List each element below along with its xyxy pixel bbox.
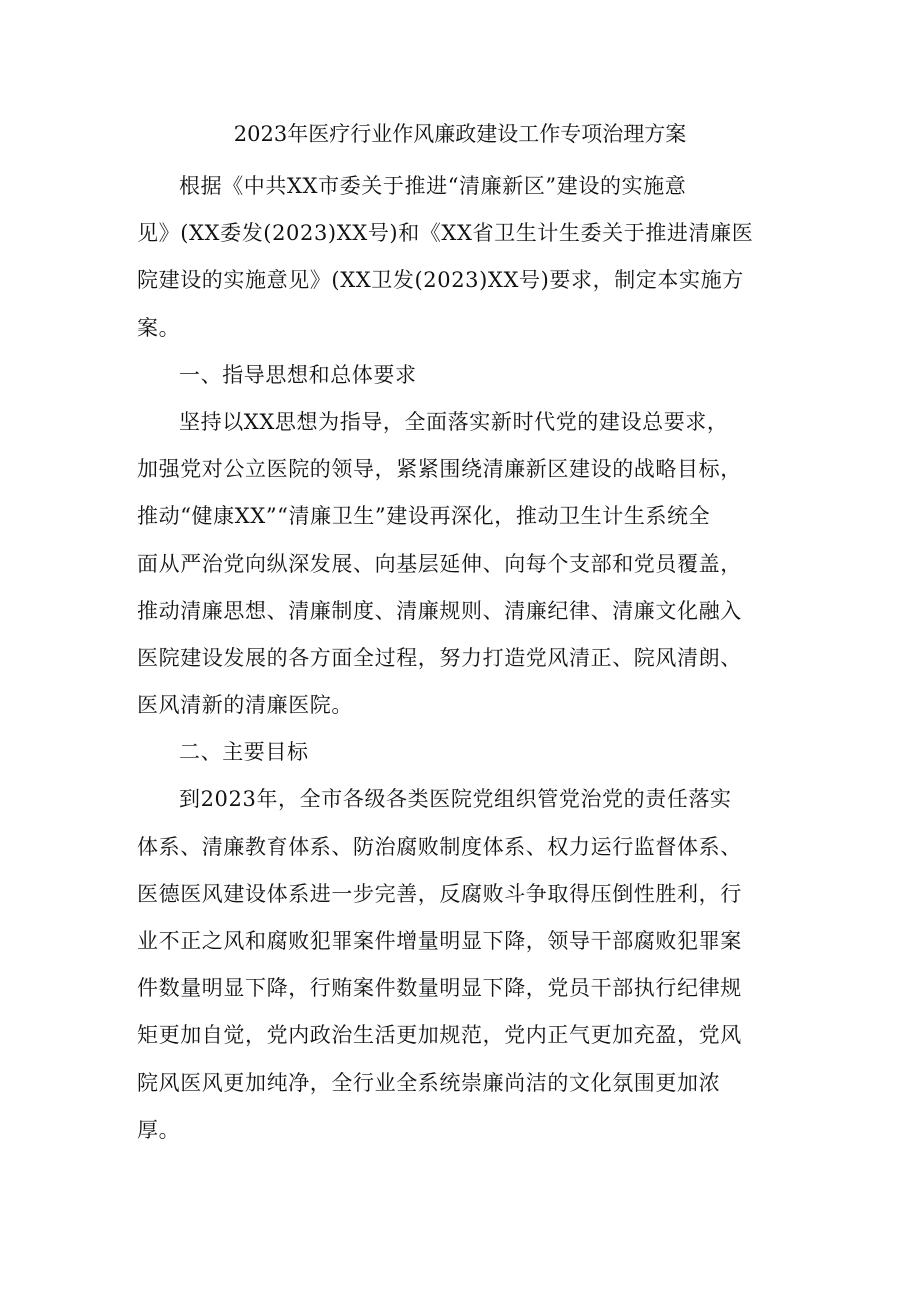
text-line: 见》(XX委发(2023)XX号)和《XX省卫生计生委关于推进清廉医 [137, 221, 754, 246]
text-line: 业不正之风和腐败犯罪案件增量明显下降，领导干部腐败犯罪案 [137, 929, 742, 953]
document-body [137, 163, 817, 1154]
text-line: 推动“健康XX”“清廉卫生”建设再深化，推动卫生计生系统全 [137, 504, 711, 529]
text-line: 到2023年，全市各级各类医院党组织管党治党的责任落实 [179, 787, 732, 812]
text-line: 院建设的实施意见》(XX卫发(2023)XX号)要求，制定本实施方 [137, 268, 744, 293]
text-line: 推动清廉思想、清廉制度、清廉规则、清廉纪律、清廉文化融入 [137, 598, 742, 623]
text-line: 加强党对公立医院的领导，紧紧围绕清廉新区建设的战略目标， [137, 457, 742, 482]
paragraph-guiding-ideology [137, 399, 817, 729]
text-line: 医德医风建设体系进一步完善，反腐败斗争取得压倒性胜利，行 [137, 881, 742, 906]
text-line: 厚。 [137, 1117, 181, 1142]
text-line: 面从严治党向纵深发展、向基层延伸、向每个支部和党员覆盖， [137, 551, 742, 576]
paragraph-basis [137, 163, 817, 352]
text-line: 坚持以XX思想为指导，全面落实新时代党的建设总要求， [179, 409, 729, 434]
text-line: 件数量明显下降，行贿案件数量明显下降，党员干部执行纪律规 [137, 976, 742, 1001]
document-title: 2023年医疗行业作风廉政建设工作专项治理方案 [233, 122, 687, 146]
text-line: 医院建设发展的各方面全过程，努力打造党风清正、院风清朗、 [137, 645, 742, 670]
text-line: 矩更加自觉，党内政治生活更加规范，党内正气更加充盈，党风 [137, 1023, 742, 1048]
section-heading-guiding-ideology [137, 352, 817, 399]
section-heading: 二、主要目标 [179, 740, 309, 765]
text-line: 院风医风更加纯净，全行业全系统崇廉尚洁的文化氛围更加浓 [137, 1070, 721, 1095]
paragraph-main-goals [137, 776, 817, 1154]
text-line: 案。 [137, 315, 181, 340]
text-line: 体系、清廉教育体系、防治腐败制度体系、权力运行监督体系、 [137, 834, 742, 859]
section-heading-main-goals [137, 729, 817, 776]
section-heading: 一、指导思想和总体要求 [179, 362, 417, 387]
text-line: 根据《中共XX市委关于推进“清廉新区”建设的实施意 [179, 174, 687, 198]
text-line: 医风清新的清廉医院。 [137, 693, 353, 718]
